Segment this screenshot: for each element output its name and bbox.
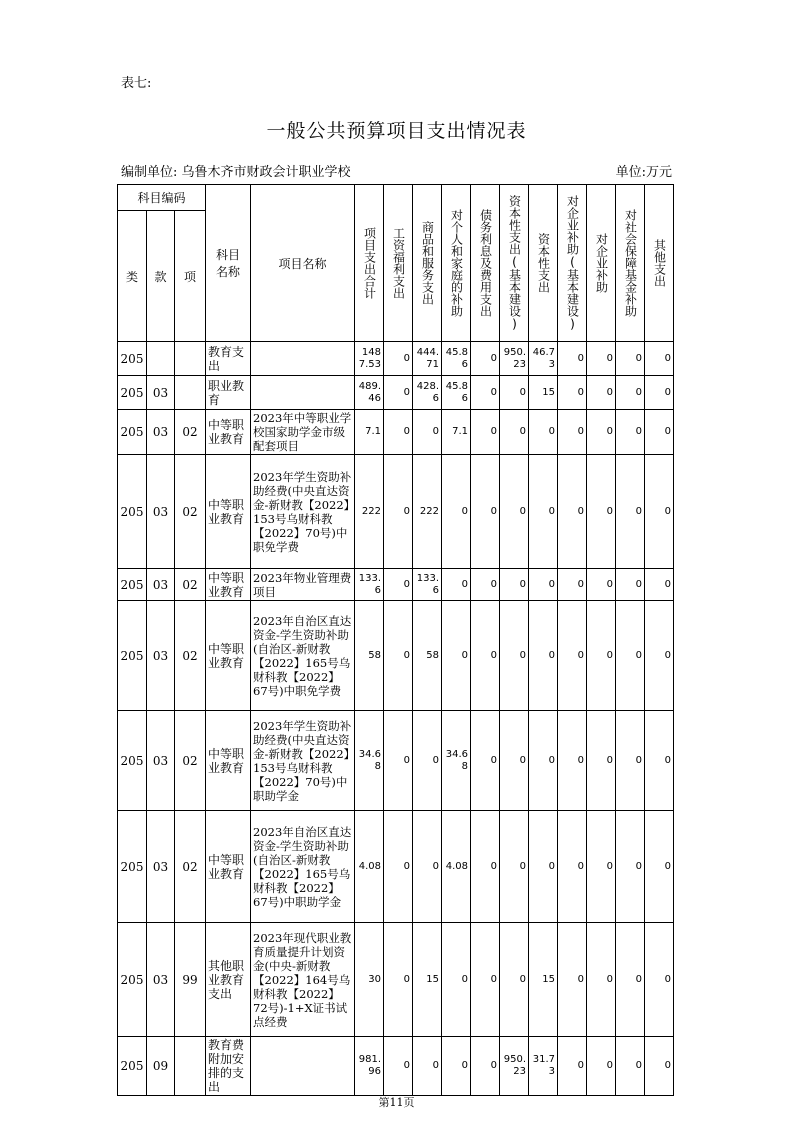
cell-project-name: 2023年物业管理费项目 <box>251 569 355 601</box>
cell-value-2: 0 <box>384 601 413 711</box>
cell-value-11: 0 <box>645 601 674 711</box>
cell-section: 03 <box>147 711 175 811</box>
cell-value-5: 0 <box>471 711 500 811</box>
cell-value-10: 0 <box>616 601 645 711</box>
cell-subject-name: 教育支出 <box>206 342 251 376</box>
cell-project-name: 2023年自治区直达资金-学生资助补助(自治区-新财教【2022】165号乌财科教【2022】67号)中职免学费 <box>251 601 355 711</box>
cell-item: 02 <box>175 601 206 711</box>
cell-value-2: 0 <box>384 811 413 923</box>
cell-subject-name: 中等职业教育 <box>206 811 251 923</box>
cell-value-2: 0 <box>384 569 413 601</box>
header-col-3: 商品和服务支出 <box>413 185 442 342</box>
cell-section: 03 <box>147 601 175 711</box>
cell-value-3: 0 <box>413 711 442 811</box>
compiling-unit: 编制单位: 乌鲁木齐市财政会计职业学校 <box>121 165 351 180</box>
cell-value-7: 15 <box>529 923 558 1037</box>
header-project-name: 项目名称 <box>251 185 355 342</box>
cell-value-4: 34.68 <box>442 711 471 811</box>
cell-value-6: 0 <box>500 811 529 923</box>
cell-value-9: 0 <box>587 811 616 923</box>
cell-value-7: 0 <box>529 811 558 923</box>
cell-item: 02 <box>175 455 206 569</box>
cell-value-2: 0 <box>384 455 413 569</box>
cell-value-10: 0 <box>616 455 645 569</box>
cell-value-4: 0 <box>442 455 471 569</box>
cell-value-3: 0 <box>413 811 442 923</box>
currency-unit: 单位:万元 <box>615 165 672 180</box>
cell-value-8: 0 <box>558 410 587 455</box>
cell-subject-name: 教育费附加安排的支出 <box>206 1037 251 1096</box>
cell-value-6: 0 <box>500 601 529 711</box>
cell-value-7: 0 <box>529 711 558 811</box>
cell-value-11: 0 <box>645 1037 674 1096</box>
cell-value-4: 0 <box>442 601 471 711</box>
cell-value-8: 0 <box>558 811 587 923</box>
cell-value-5: 0 <box>471 455 500 569</box>
cell-value-1: 4.08 <box>355 811 384 923</box>
cell-value-11: 0 <box>645 811 674 923</box>
cell-value-9: 0 <box>587 410 616 455</box>
cell-cat: 205 <box>118 601 147 711</box>
cell-item <box>175 1037 206 1096</box>
cell-section: 03 <box>147 410 175 455</box>
cell-value-5: 0 <box>471 569 500 601</box>
cell-value-8: 0 <box>558 601 587 711</box>
cell-value-2: 0 <box>384 410 413 455</box>
header-col-4: 对个人和家庭的补助 <box>442 185 471 342</box>
table-row <box>118 711 674 811</box>
cell-value-1: 30 <box>355 923 384 1037</box>
cell-value-7: 31.73 <box>529 1037 558 1096</box>
cell-value-3: 444.71 <box>413 342 442 376</box>
cell-value-8: 0 <box>558 923 587 1037</box>
cell-value-6: 0 <box>500 376 529 410</box>
header-cat: 类 <box>118 211 147 342</box>
cell-value-8: 0 <box>558 711 587 811</box>
header-item: 项 <box>175 211 206 342</box>
cell-item: 02 <box>175 569 206 601</box>
cell-value-10: 0 <box>616 711 645 811</box>
cell-value-6: 950.23 <box>500 342 529 376</box>
cell-value-4: 45.86 <box>442 376 471 410</box>
header-subject-name: 科目名称 <box>206 185 251 342</box>
cell-section: 03 <box>147 376 175 410</box>
cell-value-1: 34.68 <box>355 711 384 811</box>
cell-value-11: 0 <box>645 455 674 569</box>
cell-value-8: 0 <box>558 342 587 376</box>
cell-value-9: 0 <box>587 342 616 376</box>
cell-value-1: 7.1 <box>355 410 384 455</box>
header-col-2: 工资福利支出 <box>384 185 413 342</box>
cell-item: 02 <box>175 711 206 811</box>
cell-value-8: 0 <box>558 376 587 410</box>
cell-subject-name: 中等职业教育 <box>206 711 251 811</box>
cell-value-3: 0 <box>413 1037 442 1096</box>
cell-cat: 205 <box>118 1037 147 1096</box>
cell-value-10: 0 <box>616 569 645 601</box>
cell-value-10: 0 <box>616 1037 645 1096</box>
cell-value-9: 0 <box>587 1037 616 1096</box>
cell-value-10: 0 <box>616 342 645 376</box>
table-row <box>118 1037 674 1096</box>
cell-value-6: 0 <box>500 410 529 455</box>
cell-value-5: 0 <box>471 601 500 711</box>
cell-section: 03 <box>147 569 175 601</box>
cell-value-6: 0 <box>500 711 529 811</box>
header-col-6: 资本性支出(基本建设) <box>500 185 529 342</box>
cell-item: 02 <box>175 410 206 455</box>
table-row <box>118 601 674 711</box>
cell-value-4: 0 <box>442 1037 471 1096</box>
cell-item: 99 <box>175 923 206 1037</box>
table-row <box>118 811 674 923</box>
budget-table <box>117 184 674 1096</box>
header-col-5: 债务利息及费用支出 <box>471 185 500 342</box>
cell-value-1: 981.96 <box>355 1037 384 1096</box>
cell-project-name <box>251 1037 355 1096</box>
cell-value-4: 45.86 <box>442 342 471 376</box>
cell-value-6: 0 <box>500 455 529 569</box>
cell-subject-name: 中等职业教育 <box>206 569 251 601</box>
cell-value-5: 0 <box>471 923 500 1037</box>
page-number: 第11页 <box>378 1096 415 1109</box>
cell-value-4: 7.1 <box>442 410 471 455</box>
cell-value-3: 222 <box>413 455 442 569</box>
cell-project-name <box>251 376 355 410</box>
cell-value-11: 0 <box>645 711 674 811</box>
cell-value-11: 0 <box>645 569 674 601</box>
cell-cat: 205 <box>118 569 147 601</box>
cell-value-7: 0 <box>529 569 558 601</box>
header-col-7: 资本性支出 <box>529 185 558 342</box>
cell-value-1: 58 <box>355 601 384 711</box>
cell-value-2: 0 <box>384 1037 413 1096</box>
cell-value-11: 0 <box>645 376 674 410</box>
cell-item <box>175 376 206 410</box>
cell-section <box>147 342 175 376</box>
cell-project-name <box>251 342 355 376</box>
cell-value-2: 0 <box>384 923 413 1037</box>
cell-section: 09 <box>147 1037 175 1096</box>
cell-value-3: 58 <box>413 601 442 711</box>
cell-value-5: 0 <box>471 410 500 455</box>
cell-subject-name: 其他职业教育支出 <box>206 923 251 1037</box>
cell-value-5: 0 <box>471 1037 500 1096</box>
table-row <box>118 569 674 601</box>
cell-value-11: 0 <box>645 342 674 376</box>
cell-value-4: 4.08 <box>442 811 471 923</box>
header-code-group: 科目编码 <box>118 185 206 211</box>
cell-value-9: 0 <box>587 455 616 569</box>
cell-value-10: 0 <box>616 923 645 1037</box>
table-row <box>118 376 674 410</box>
header-col-8: 对企业补助(基本建设) <box>558 185 587 342</box>
cell-value-2: 0 <box>384 342 413 376</box>
cell-value-1: 489.46 <box>355 376 384 410</box>
cell-value-3: 428.6 <box>413 376 442 410</box>
cell-value-5: 0 <box>471 811 500 923</box>
cell-project-name: 2023年中等职业学校国家助学金市级配套项目 <box>251 410 355 455</box>
cell-value-8: 0 <box>558 569 587 601</box>
cell-value-7: 0 <box>529 455 558 569</box>
cell-value-5: 0 <box>471 376 500 410</box>
cell-value-1: 1487.53 <box>355 342 384 376</box>
table-label: 表七: <box>121 76 152 91</box>
cell-item <box>175 342 206 376</box>
cell-section: 03 <box>147 811 175 923</box>
table-row <box>118 342 674 376</box>
cell-project-name: 2023年学生资助补助经费(中央直达资金-新财教【2022】153号乌财科教【2022】70号)中职助学金 <box>251 711 355 811</box>
cell-item: 02 <box>175 811 206 923</box>
cell-value-9: 0 <box>587 601 616 711</box>
cell-value-7: 15 <box>529 376 558 410</box>
cell-project-name: 2023年自治区直达资金-学生资助补助(自治区-新财教【2022】165号乌财科教【2022】67号)中职助学金 <box>251 811 355 923</box>
header-section: 款 <box>147 211 175 342</box>
cell-value-5: 0 <box>471 342 500 376</box>
cell-value-7: 0 <box>529 601 558 711</box>
cell-subject-name: 中等职业教育 <box>206 410 251 455</box>
cell-cat: 205 <box>118 711 147 811</box>
cell-section: 03 <box>147 923 175 1037</box>
cell-value-9: 0 <box>587 923 616 1037</box>
cell-project-name: 2023年学生资助补助经费(中央直达资金-新财教【2022】153号乌财科教【2022】70号)中职免学费 <box>251 455 355 569</box>
cell-section: 03 <box>147 455 175 569</box>
cell-value-3: 133.6 <box>413 569 442 601</box>
cell-value-7: 46.73 <box>529 342 558 376</box>
header-col-11: 其他支出 <box>645 185 674 342</box>
cell-value-3: 0 <box>413 410 442 455</box>
cell-value-10: 0 <box>616 376 645 410</box>
table-row <box>118 923 674 1037</box>
cell-value-6: 0 <box>500 569 529 601</box>
cell-value-11: 0 <box>645 410 674 455</box>
cell-subject-name: 中等职业教育 <box>206 455 251 569</box>
cell-value-7: 0 <box>529 410 558 455</box>
cell-cat: 205 <box>118 342 147 376</box>
cell-project-name: 2023年现代职业教育质量提升计划资金(中央-新财教【2022】164号乌财科教【2022】72号)-1+X证书试点经费 <box>251 923 355 1037</box>
cell-value-4: 0 <box>442 923 471 1037</box>
cell-value-6: 0 <box>500 923 529 1037</box>
cell-value-8: 0 <box>558 455 587 569</box>
cell-value-9: 0 <box>587 569 616 601</box>
cell-value-10: 0 <box>616 410 645 455</box>
header-col-9: 对企业补助 <box>587 185 616 342</box>
cell-value-1: 222 <box>355 455 384 569</box>
header-col-1: 项目支出合计 <box>355 185 384 342</box>
cell-cat: 205 <box>118 811 147 923</box>
cell-value-11: 0 <box>645 923 674 1037</box>
cell-cat: 205 <box>118 376 147 410</box>
cell-value-2: 0 <box>384 711 413 811</box>
cell-cat: 205 <box>118 410 147 455</box>
header-col-10: 对社会保障基金补助 <box>616 185 645 342</box>
cell-value-9: 0 <box>587 376 616 410</box>
cell-value-3: 15 <box>413 923 442 1037</box>
cell-value-2: 0 <box>384 376 413 410</box>
cell-cat: 205 <box>118 923 147 1037</box>
cell-value-6: 950.23 <box>500 1037 529 1096</box>
cell-subject-name: 职业教育 <box>206 376 251 410</box>
cell-value-1: 133.6 <box>355 569 384 601</box>
cell-value-8: 0 <box>558 1037 587 1096</box>
cell-value-9: 0 <box>587 711 616 811</box>
table-row <box>118 455 674 569</box>
cell-cat: 205 <box>118 455 147 569</box>
cell-value-10: 0 <box>616 811 645 923</box>
cell-subject-name: 中等职业教育 <box>206 601 251 711</box>
page-title: 一般公共预算项目支出情况表 <box>266 120 527 142</box>
table-row <box>118 410 674 455</box>
cell-value-4: 0 <box>442 569 471 601</box>
